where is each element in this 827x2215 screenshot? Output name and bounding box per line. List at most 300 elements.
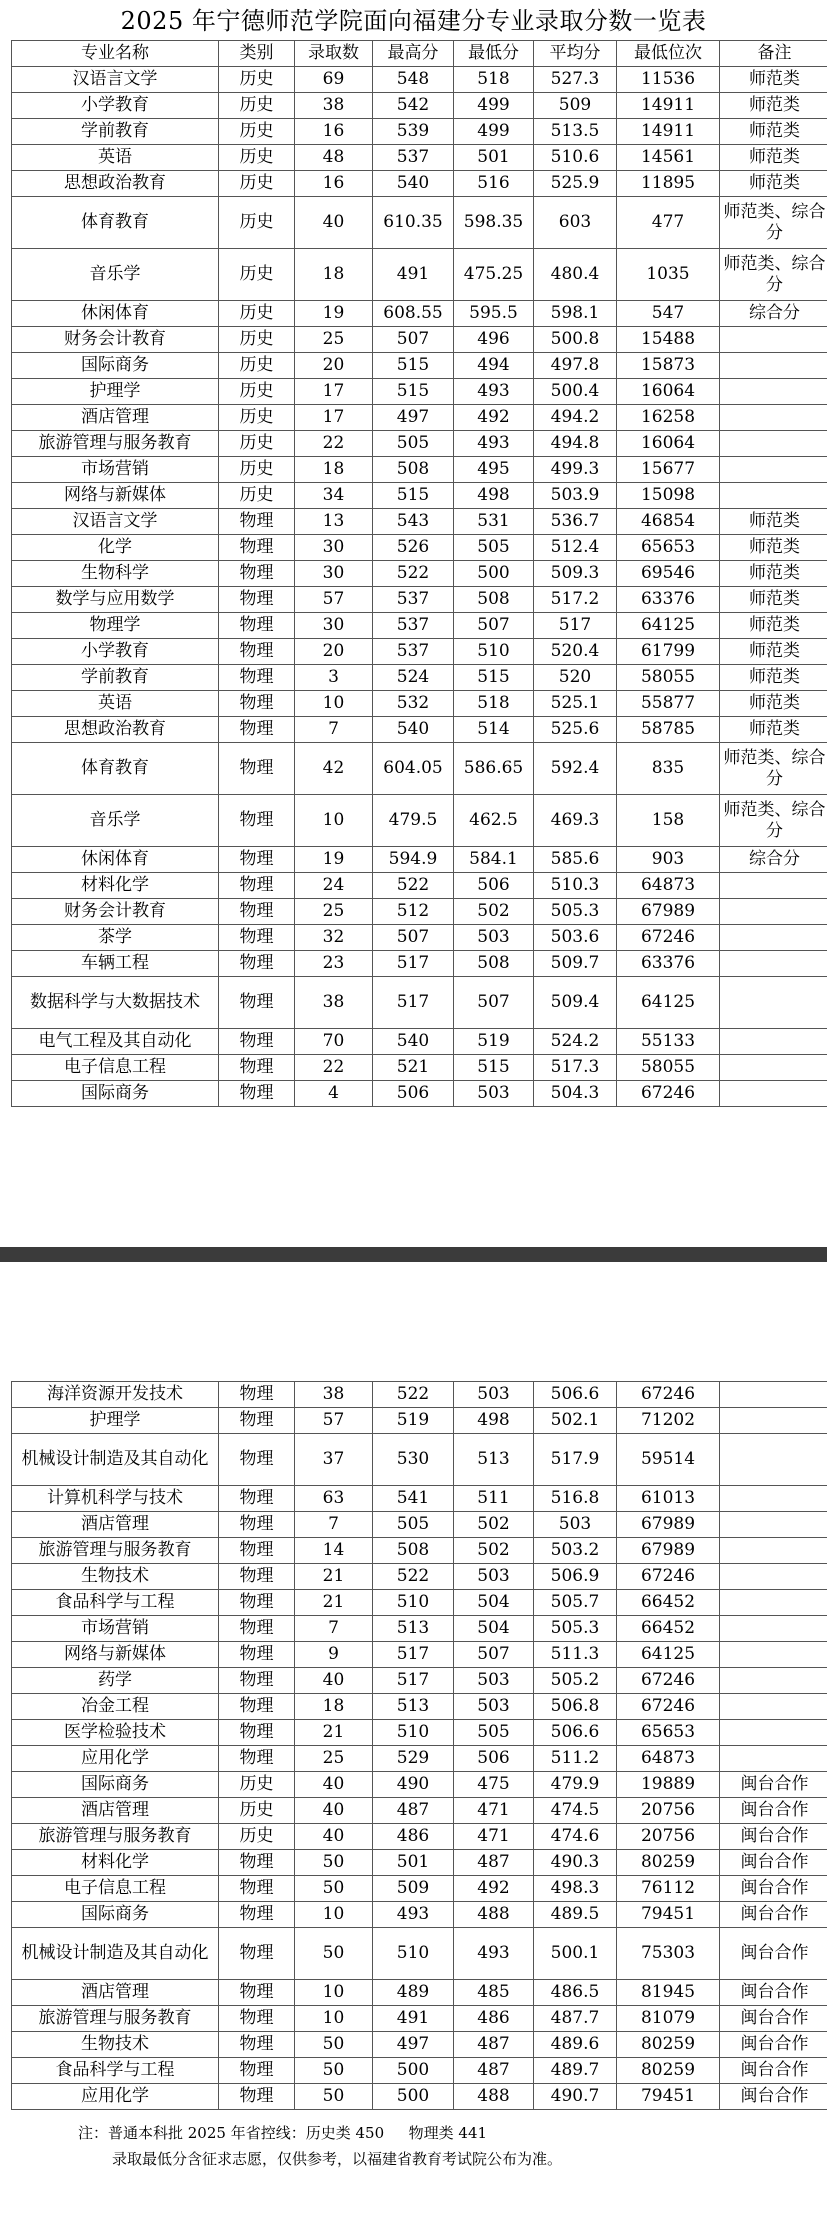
table-cell: 25 — [295, 899, 373, 925]
table-cell: 517.2 — [534, 587, 617, 613]
table-cell: 应用化学 — [12, 1746, 219, 1772]
column-header: 备注 — [720, 41, 827, 67]
table-cell: 539 — [373, 119, 454, 145]
table-cell: 25 — [295, 327, 373, 353]
table-cell: 505.3 — [534, 1616, 617, 1642]
table-cell: 物理 — [219, 899, 295, 925]
table-cell: 师范类、综合分 — [720, 197, 827, 249]
table-cell: 30 — [295, 561, 373, 587]
table-cell: 21 — [295, 1590, 373, 1616]
table-cell: 21 — [295, 1720, 373, 1746]
table-cell: 闽台合作 — [720, 1798, 827, 1824]
table-cell: 506.8 — [534, 1694, 617, 1720]
table-cell: 19889 — [617, 1772, 720, 1798]
table-cell: 电气工程及其自动化 — [12, 1029, 219, 1055]
table-cell: 物理 — [219, 1694, 295, 1720]
table-cell: 506 — [454, 1746, 534, 1772]
table-cell: 509.4 — [534, 977, 617, 1029]
table-cell: 财务会计教育 — [12, 899, 219, 925]
table-row — [12, 1902, 827, 1928]
table-row — [12, 197, 827, 249]
table-cell: 517.3 — [534, 1055, 617, 1081]
table-cell: 498 — [454, 483, 534, 509]
table-cell: 40 — [295, 197, 373, 249]
table-row — [12, 1746, 827, 1772]
table-cell: 50 — [295, 2084, 373, 2110]
table-cell: 503 — [454, 925, 534, 951]
table-cell: 76112 — [617, 1876, 720, 1902]
table-cell: 历史 — [219, 431, 295, 457]
table-cell: 11536 — [617, 67, 720, 93]
table-cell: 515 — [373, 353, 454, 379]
table-cell: 物理 — [219, 613, 295, 639]
table-cell — [720, 951, 827, 977]
table-cell: 586.65 — [454, 743, 534, 795]
table-cell: 525.9 — [534, 171, 617, 197]
table-cell: 505.2 — [534, 1668, 617, 1694]
table-cell: 物理 — [219, 925, 295, 951]
table-cell: 510 — [373, 1928, 454, 1980]
table-cell: 517 — [373, 1642, 454, 1668]
table-cell: 师范类 — [720, 639, 827, 665]
table-cell: 598.35 — [454, 197, 534, 249]
table-cell: 32 — [295, 925, 373, 951]
column-header: 最低分 — [454, 41, 534, 67]
table-cell: 479.9 — [534, 1772, 617, 1798]
table-cell: 综合分 — [720, 847, 827, 873]
table-cell: 522 — [373, 1382, 454, 1408]
table-cell: 67989 — [617, 899, 720, 925]
table-cell: 物理 — [219, 873, 295, 899]
table-cell: 18 — [295, 457, 373, 483]
table-cell: 历史 — [219, 1798, 295, 1824]
table-cell: 物理 — [219, 717, 295, 743]
table-cell: 477 — [617, 197, 720, 249]
table-cell: 闽台合作 — [720, 2058, 827, 2084]
table-cell: 师范类 — [720, 665, 827, 691]
table-cell — [720, 1746, 827, 1772]
table-cell: 502.1 — [534, 1408, 617, 1434]
table-cell: 7 — [295, 1512, 373, 1538]
table-cell: 490.3 — [534, 1850, 617, 1876]
footnote-disclaimer: 录取最低分含征求志愿，仅供参考，以福建省教育考试院公布为准。 — [112, 2150, 563, 2168]
table-cell: 生物技术 — [12, 2032, 219, 2058]
table-cell: 527.3 — [534, 67, 617, 93]
table-cell: 24 — [295, 873, 373, 899]
table-row — [12, 483, 827, 509]
table-cell: 81079 — [617, 2006, 720, 2032]
table-cell: 48 — [295, 145, 373, 171]
table-cell: 498.3 — [534, 1876, 617, 1902]
table-cell: 507 — [454, 613, 534, 639]
table-cell: 闽台合作 — [720, 2032, 827, 2058]
table-cell: 历史 — [219, 1824, 295, 1850]
table-cell: 思想政治教育 — [12, 717, 219, 743]
table-cell: 物理 — [219, 1382, 295, 1408]
table-cell: 514 — [454, 717, 534, 743]
table-cell: 物理 — [219, 2006, 295, 2032]
table-cell: 15098 — [617, 483, 720, 509]
table-cell: 师范类、综合分 — [720, 743, 827, 795]
table-cell: 517 — [373, 1668, 454, 1694]
table-cell: 67246 — [617, 1382, 720, 1408]
table-cell: 499 — [454, 119, 534, 145]
table-cell: 499.3 — [534, 457, 617, 483]
table-row — [12, 1081, 827, 1107]
table-cell: 513 — [454, 1434, 534, 1486]
table-row — [12, 2006, 827, 2032]
table-row — [12, 1382, 827, 1408]
table-row — [12, 301, 827, 327]
table-cell: 物理 — [219, 795, 295, 847]
table-cell: 38 — [295, 1382, 373, 1408]
table-cell: 520 — [534, 665, 617, 691]
table-cell: 历史 — [219, 353, 295, 379]
table-cell: 40 — [295, 1668, 373, 1694]
table-cell: 505.3 — [534, 899, 617, 925]
table-cell: 503.9 — [534, 483, 617, 509]
table-row — [12, 93, 827, 119]
table-row — [12, 67, 827, 93]
footnote-control-line: 注：普通本科批 2025 年省控线：历史类 450 物理类 441 — [78, 2124, 488, 2142]
table-cell: 497 — [373, 405, 454, 431]
table-cell: 1035 — [617, 249, 720, 301]
table-cell: 电子信息工程 — [12, 1876, 219, 1902]
table-cell: 518 — [454, 67, 534, 93]
table-cell: 536.7 — [534, 509, 617, 535]
table-cell: 物理 — [219, 1055, 295, 1081]
table-cell: 38 — [295, 977, 373, 1029]
table-cell: 师范类 — [720, 561, 827, 587]
table-cell: 历史 — [219, 67, 295, 93]
table-cell: 517.9 — [534, 1434, 617, 1486]
table-cell: 63376 — [617, 587, 720, 613]
table-cell: 510 — [454, 639, 534, 665]
table-cell: 物理 — [219, 1434, 295, 1486]
column-header: 最高分 — [373, 41, 454, 67]
table-cell: 493 — [454, 431, 534, 457]
table-cell: 学前教育 — [12, 665, 219, 691]
table-cell: 综合分 — [720, 301, 827, 327]
table-cell: 20 — [295, 639, 373, 665]
table-cell: 闽台合作 — [720, 2084, 827, 2110]
table-cell: 517 — [373, 951, 454, 977]
table-cell: 529 — [373, 1746, 454, 1772]
table-cell: 80259 — [617, 2058, 720, 2084]
table-cell: 物理 — [219, 2058, 295, 2084]
table-cell: 509.7 — [534, 951, 617, 977]
table-row — [12, 1408, 827, 1434]
table-cell — [720, 925, 827, 951]
table-cell: 530 — [373, 1434, 454, 1486]
column-header: 最低位次 — [617, 41, 720, 67]
table-cell: 75303 — [617, 1928, 720, 1980]
table-cell: 14 — [295, 1538, 373, 1564]
table-cell — [720, 1720, 827, 1746]
table-cell: 491 — [373, 249, 454, 301]
table-cell: 603 — [534, 197, 617, 249]
table-cell: 81945 — [617, 1980, 720, 2006]
table-cell: 502 — [454, 899, 534, 925]
table-cell: 19 — [295, 301, 373, 327]
table-cell: 机械设计制造及其自动化 — [12, 1928, 219, 1980]
table-cell: 音乐学 — [12, 795, 219, 847]
table-cell: 501 — [373, 1850, 454, 1876]
table-cell: 16258 — [617, 405, 720, 431]
table-cell — [720, 899, 827, 925]
table-cell — [720, 1668, 827, 1694]
table-cell: 物理 — [219, 2032, 295, 2058]
table-cell: 488 — [454, 2084, 534, 2110]
table-cell — [720, 1382, 827, 1408]
table-row — [12, 1029, 827, 1055]
table-row — [12, 431, 827, 457]
table-cell: 504 — [454, 1616, 534, 1642]
table-cell: 物理 — [219, 1746, 295, 1772]
table-cell: 510 — [373, 1720, 454, 1746]
table-cell: 酒店管理 — [12, 1980, 219, 2006]
table-cell: 10 — [295, 1902, 373, 1928]
table-cell: 师范类 — [720, 691, 827, 717]
table-cell: 13 — [295, 509, 373, 535]
table-cell: 英语 — [12, 145, 219, 171]
table-cell: 国际商务 — [12, 1902, 219, 1928]
table-row — [12, 1538, 827, 1564]
table-row — [12, 1928, 827, 1980]
table-cell: 20756 — [617, 1798, 720, 1824]
table-cell: 食品科学与工程 — [12, 2058, 219, 2084]
table-cell: 21 — [295, 1564, 373, 1590]
table-row — [12, 587, 827, 613]
table-cell: 487 — [454, 2032, 534, 2058]
table-cell: 487 — [454, 2058, 534, 2084]
table-cell: 507 — [373, 327, 454, 353]
table-cell: 酒店管理 — [12, 1798, 219, 1824]
table-cell: 物理 — [219, 1850, 295, 1876]
table-cell: 汉语言文学 — [12, 67, 219, 93]
table-cell: 520.4 — [534, 639, 617, 665]
table-cell — [720, 1055, 827, 1081]
table-cell: 物理 — [219, 665, 295, 691]
table-cell: 835 — [617, 743, 720, 795]
table-cell: 65653 — [617, 535, 720, 561]
table-cell: 生物科学 — [12, 561, 219, 587]
table-cell: 物理 — [219, 1486, 295, 1512]
table-cell: 499 — [454, 93, 534, 119]
table-row — [12, 977, 827, 1029]
table-cell: 66452 — [617, 1590, 720, 1616]
table-cell: 500 — [454, 561, 534, 587]
table-cell: 50 — [295, 1928, 373, 1980]
table-cell: 物理 — [219, 1538, 295, 1564]
table-cell: 480.4 — [534, 249, 617, 301]
table-cell: 应用化学 — [12, 2084, 219, 2110]
table-cell: 506 — [373, 1081, 454, 1107]
table-row — [12, 1980, 827, 2006]
table-cell: 471 — [454, 1798, 534, 1824]
table-cell: 498 — [454, 1408, 534, 1434]
table-cell: 历史 — [219, 1772, 295, 1798]
table-cell — [720, 353, 827, 379]
table-cell: 42 — [295, 743, 373, 795]
table-cell: 历史 — [219, 197, 295, 249]
table-row — [12, 1590, 827, 1616]
table-row — [12, 1434, 827, 1486]
table-row — [12, 1772, 827, 1798]
table-row — [12, 743, 827, 795]
table-cell: 护理学 — [12, 379, 219, 405]
table-cell: 500 — [373, 2084, 454, 2110]
table-cell: 604.05 — [373, 743, 454, 795]
table-cell: 903 — [617, 847, 720, 873]
table-cell: 物理 — [219, 1564, 295, 1590]
table-cell: 502 — [454, 1512, 534, 1538]
table-cell: 512 — [373, 899, 454, 925]
table-cell: 网络与新媒体 — [12, 1642, 219, 1668]
table-cell: 师范类 — [720, 145, 827, 171]
table-cell: 音乐学 — [12, 249, 219, 301]
table-cell: 40 — [295, 1772, 373, 1798]
table-cell — [720, 483, 827, 509]
table-cell: 37 — [295, 1434, 373, 1486]
table-cell: 500.8 — [534, 327, 617, 353]
table-cell: 机械设计制造及其自动化 — [12, 1434, 219, 1486]
table-cell: 515 — [373, 483, 454, 509]
table-cell: 511.2 — [534, 1746, 617, 1772]
table-cell: 体育教育 — [12, 197, 219, 249]
table-cell: 503 — [454, 1081, 534, 1107]
table-cell: 闽台合作 — [720, 1876, 827, 1902]
table-row — [12, 691, 827, 717]
table-cell: 30 — [295, 535, 373, 561]
table-cell: 市场营销 — [12, 1616, 219, 1642]
table-row — [12, 509, 827, 535]
table-cell: 物理 — [219, 1029, 295, 1055]
table-cell: 30 — [295, 613, 373, 639]
table-cell: 507 — [454, 1642, 534, 1668]
table-row — [12, 119, 827, 145]
table-cell: 14561 — [617, 145, 720, 171]
table-cell: 物理 — [219, 1980, 295, 2006]
table-cell: 502 — [454, 1538, 534, 1564]
table-cell: 17 — [295, 379, 373, 405]
table-cell: 英语 — [12, 691, 219, 717]
table-cell: 18 — [295, 1694, 373, 1720]
table-cell: 历史 — [219, 119, 295, 145]
table-cell: 503 — [454, 1564, 534, 1590]
table-cell: 531 — [454, 509, 534, 535]
table-row — [12, 1798, 827, 1824]
admission-table-part1 — [11, 40, 827, 1107]
table-cell: 38 — [295, 93, 373, 119]
table-cell: 40 — [295, 1824, 373, 1850]
table-cell: 505 — [454, 1720, 534, 1746]
table-cell: 475 — [454, 1772, 534, 1798]
table-cell: 历史 — [219, 171, 295, 197]
table-cell: 501 — [454, 145, 534, 171]
table-cell: 茶学 — [12, 925, 219, 951]
table-row — [12, 171, 827, 197]
table-cell: 40 — [295, 1798, 373, 1824]
table-cell: 34 — [295, 483, 373, 509]
table-row — [12, 379, 827, 405]
table-cell: 515 — [373, 379, 454, 405]
table-cell: 物理 — [219, 743, 295, 795]
table-cell: 46854 — [617, 509, 720, 535]
table-cell: 历史 — [219, 249, 295, 301]
table-cell: 11895 — [617, 171, 720, 197]
table-cell — [720, 1081, 827, 1107]
table-cell: 540 — [373, 1029, 454, 1055]
table-cell: 22 — [295, 1055, 373, 1081]
table-cell — [720, 327, 827, 353]
table-cell: 493 — [454, 1928, 534, 1980]
table-cell: 537 — [373, 145, 454, 171]
table-cell: 509 — [534, 93, 617, 119]
table-cell: 493 — [454, 379, 534, 405]
table-cell: 525.1 — [534, 691, 617, 717]
table-cell: 车辆工程 — [12, 951, 219, 977]
table-cell: 79451 — [617, 2084, 720, 2110]
table-cell: 财务会计教育 — [12, 327, 219, 353]
table-cell: 505 — [373, 1512, 454, 1538]
table-cell: 507 — [373, 925, 454, 951]
table-cell: 17 — [295, 405, 373, 431]
table-row — [12, 639, 827, 665]
table-cell: 505 — [373, 431, 454, 457]
table-cell: 489.6 — [534, 2032, 617, 2058]
table-cell: 64125 — [617, 613, 720, 639]
table-cell: 486 — [373, 1824, 454, 1850]
table-cell: 药学 — [12, 1668, 219, 1694]
table-cell: 506.9 — [534, 1564, 617, 1590]
table-cell: 师范类 — [720, 535, 827, 561]
table-cell — [720, 1642, 827, 1668]
table-cell: 486.5 — [534, 1980, 617, 2006]
table-cell: 16064 — [617, 379, 720, 405]
table-cell: 医学检验技术 — [12, 1720, 219, 1746]
table-cell: 63376 — [617, 951, 720, 977]
table-cell: 513 — [373, 1616, 454, 1642]
table-cell: 504 — [454, 1590, 534, 1616]
table-cell: 158 — [617, 795, 720, 847]
table-row — [12, 561, 827, 587]
table-cell: 师范类 — [720, 67, 827, 93]
table-cell: 历史 — [219, 93, 295, 119]
table-cell: 7 — [295, 717, 373, 743]
table-row — [12, 717, 827, 743]
table-cell: 生物技术 — [12, 1564, 219, 1590]
table-cell: 59514 — [617, 1434, 720, 1486]
table-cell: 67246 — [617, 1694, 720, 1720]
table-cell: 20 — [295, 353, 373, 379]
table-cell: 598.1 — [534, 301, 617, 327]
table-cell — [720, 1408, 827, 1434]
table-cell: 508 — [373, 1538, 454, 1564]
table-cell: 物理 — [219, 691, 295, 717]
table-cell: 师范类 — [720, 171, 827, 197]
table-cell: 15488 — [617, 327, 720, 353]
table-cell: 510 — [373, 1590, 454, 1616]
table-cell: 师范类、综合分 — [720, 249, 827, 301]
table-cell: 497 — [373, 2032, 454, 2058]
table-cell: 610.35 — [373, 197, 454, 249]
table-cell: 479.5 — [373, 795, 454, 847]
table-cell: 10 — [295, 691, 373, 717]
table-row — [12, 1668, 827, 1694]
table-cell: 历史 — [219, 405, 295, 431]
table-row — [12, 1720, 827, 1746]
